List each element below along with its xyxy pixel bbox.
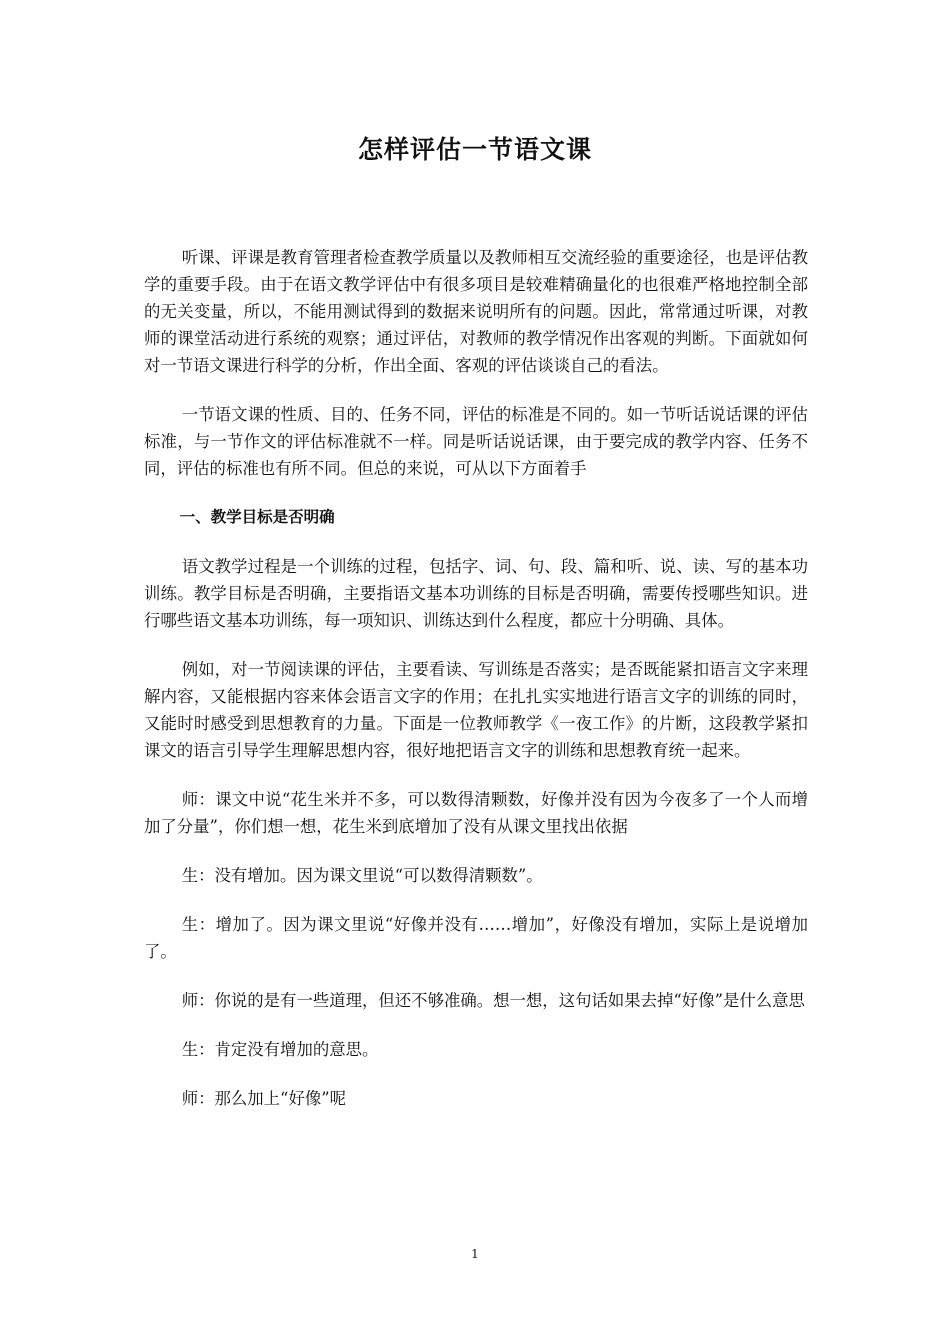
dialogue-line: 生：增加了。因为课文里说“好像并没有……增加”，好像没有增加，实际上是说增加了。: [144, 915, 808, 961]
dialogue-line: 师：你说的是有一些道理，但还不够准确。想一想，这句话如果去掉“好像”是什么意思: [181, 991, 805, 1010]
dialogue-line: 生：肯定没有增加的意思。: [181, 1040, 379, 1059]
document-body: [144, 244, 808, 1134]
section-heading: 一、教学目标是否明确: [179, 508, 335, 526]
intro-paragraph: 一节语文课的性质、目的、任务不同，评估的标准是不同的。如一节听话说话课的评估标准，与一节作文的评估标准就不一样。同是听话说话课，由于要完成的教学内容、任务不同，评估的标准也有所不同。但总的来说，可从以下方面着手: [144, 405, 808, 478]
section-paragraph: 语文教学过程是一个训练的过程，包括字、词、句、段、篇和听、说、读、写的基本功训练。教学目标是否明确，主要指语文基本功训练的目标是否明确，需要传授哪些知识。进行哪些语文基本功训练，每一项知识、训练达到什么程度，都应十分明确、具体。: [144, 557, 808, 630]
page-number: 1: [471, 1247, 479, 1261]
dialogue-line: 生：没有增加。因为课文里说“可以数得清颗数”。: [181, 866, 543, 885]
intro-paragraph: 听课、评课是教育管理者检查教学质量以及教师相互交流经验的重要途径，也是评估教学的重要手段。由于在语文教学评估中有很多项目是较难精确量化的也很难严格地控制全部的无关变量，所以，不能用测试得到的数据来说明所有的问题。因此，常常通过听课，对教师的课堂活动进行系统的观察；通过评估，对教师的教学情况作出客观的判断。下面就如何对一节语文课进行科学的分析，作出全面、客观的评估谈谈自己的看法。: [144, 248, 808, 375]
dialogue-line: 师：那么加上“好像”呢: [181, 1089, 346, 1108]
dialogue-line: 师：课文中说“花生米并不多，可以数得清颗数，好像并没有因为今夜多了一个人而增加了分量”，你们想一想，花生米到底增加了没有从课文里找出依据: [144, 790, 808, 836]
page-title: 怎样评估一节语文课: [357, 135, 592, 164]
section-paragraph: 例如，对一节阅读课的评估，主要看读、写训练是否落实；是否既能紧扣语言文字来理解内容，又能根据内容来体会语言文字的作用；在扎扎实实地进行语言文字的训练的同时，又能时时感受到思想教育的力量。下面是一位教师教学《一夜工作》的片断，这段教学紧扣课文的语言引导学生理解思想内容，很好地把语言文字的训练和思想教育统一起来。: [144, 660, 808, 760]
